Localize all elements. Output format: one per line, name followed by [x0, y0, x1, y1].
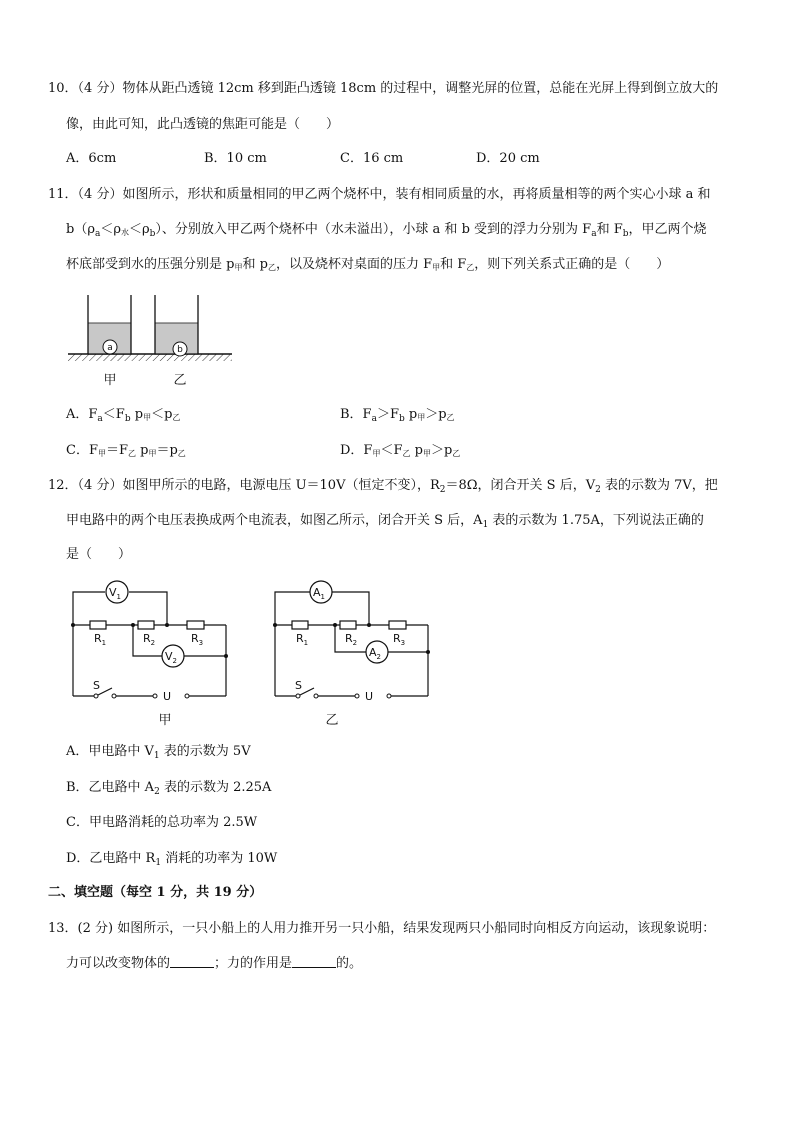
svg-text:R2: $R_2$ [143, 632, 156, 647]
resistor-r1 [292, 621, 308, 629]
q12-option-a: A．甲电路中 $V_1$ 表的示数为 5V [66, 744, 251, 761]
section-title: 二、填空题（每空 1 分，共 19 分） [48, 885, 263, 900]
q13-line1: 13．(2 分) 如图所示，一只小船上的人用力推开另一只小船，结果发现两只小船同时向相反方向运动，该现象说明： [48, 921, 716, 936]
q11-line3: 杯底部受到水的压强分别是 $p_甲$和 $p_乙$，以及烧杯对桌面的压力 $F_甲$和 $F_乙$，则下列关系式正确的是（ ） [66, 257, 670, 272]
q10-line1: 10．（4 分）物体从距凸透镜 12cm 移到距凸透镜 18cm 的过程中，调整光屏的位置，总能在光屏上得到倒立放大的 [48, 81, 719, 96]
circuit-jia [66, 578, 246, 728]
beaker-left-caption: 甲 [103, 373, 117, 388]
svg-text:V2: $V_2$ [165, 650, 177, 665]
circuit-yi [268, 578, 448, 728]
circuit-yi-caption: 乙 [325, 713, 339, 728]
q12-option-c: C．甲电路消耗的总功率为 2.5W [66, 815, 258, 830]
q13-line2: 力可以改变物体的 ；力的作用是 的。 [66, 956, 363, 971]
svg-text:R2: $R_2$ [345, 632, 358, 647]
ball-a-label: a [107, 343, 113, 353]
q12-line2: 甲电路中的两个电压表换成两个电流表，如图乙所示，闭合开关 S 后，$A_1$ 表的示数为 1.75A，下列说法正确的 [66, 513, 704, 530]
answer-blank-1[interactable] [170, 955, 214, 968]
q11-option-d: D．$F_甲<F_乙$ $p_甲>p_乙$ [340, 443, 461, 458]
resistor-r1 [90, 621, 106, 629]
q11-option-a: A．$F_a<F_b$ $p_甲<p_乙$ [66, 407, 181, 424]
svg-text:R1: $R_1$ [296, 632, 309, 647]
beaker-right-caption: 乙 [173, 373, 187, 388]
q12-option-b: B．乙电路中 $A_2$ 表的示数为 2.25A [66, 780, 272, 797]
q11-option-b: B．$F_a>F_b$ $p_甲>p_乙$ [340, 407, 455, 424]
ground-hatch [68, 354, 232, 361]
q10-option-b: B．10 cm [204, 151, 267, 166]
ball-b-label: b [177, 345, 183, 355]
q10-option-a: A．6cm [66, 151, 117, 166]
svg-text:R1: $R_1$ [94, 632, 107, 647]
beakers-figure [66, 292, 236, 392]
q10-line2: 像，由此可知，此凸透镜的焦距可能是（ ） [66, 117, 340, 132]
svg-text:A1: $A_1$ [313, 586, 325, 601]
source-label: U [365, 690, 374, 703]
resistor-r3 [187, 621, 204, 629]
q10-option-d: D．20 cm [476, 151, 540, 166]
svg-text:R3: $R_3$ [191, 632, 204, 647]
q12-line1: 12．（4 分）如图甲所示的电路，电源电压 U＝10V（恒定不变），$R_2=8\Omega$，闭合开关 S 后，$V_2$ 表的示数为 7V，把 [48, 478, 718, 495]
q10-option-c: C．16 cm [340, 151, 404, 166]
svg-text:V1: $V_1$ [109, 586, 121, 601]
answer-blank-2[interactable] [292, 955, 336, 968]
source-label: U [163, 690, 172, 703]
svg-text:R3: $R_3$ [393, 632, 406, 647]
switch-label: S [295, 679, 302, 692]
q12-option-d: D．乙电路中 $R_1$ 消耗的功率为 10W [66, 851, 278, 868]
resistor-r2 [340, 621, 356, 629]
q11-line2: $b(\rho_a<\rho_水<\rho_b)$、分别放入甲乙两个烧杯中（水未溢出），小球 a 和 b 受到的浮力分别为 $F_a$和 $F_b$，甲乙两个烧 [66, 222, 707, 239]
resistor-r3 [389, 621, 406, 629]
q11-option-c: C．$F_甲=F_乙$ $p_甲=p_乙$ [66, 443, 186, 458]
q11-line1: 11．（4 分）如图所示，形状和质量相同的甲乙两个烧杯中，装有相同质量的水，再将质量相等的两个实心小球 a 和 [48, 187, 711, 202]
circuit-jia-caption: 甲 [158, 713, 172, 728]
q12-line3: 是（ ） [66, 547, 132, 562]
resistor-r2 [138, 621, 154, 629]
switch-label: S [93, 679, 100, 692]
svg-text:A2: $A_2$ [369, 646, 381, 661]
